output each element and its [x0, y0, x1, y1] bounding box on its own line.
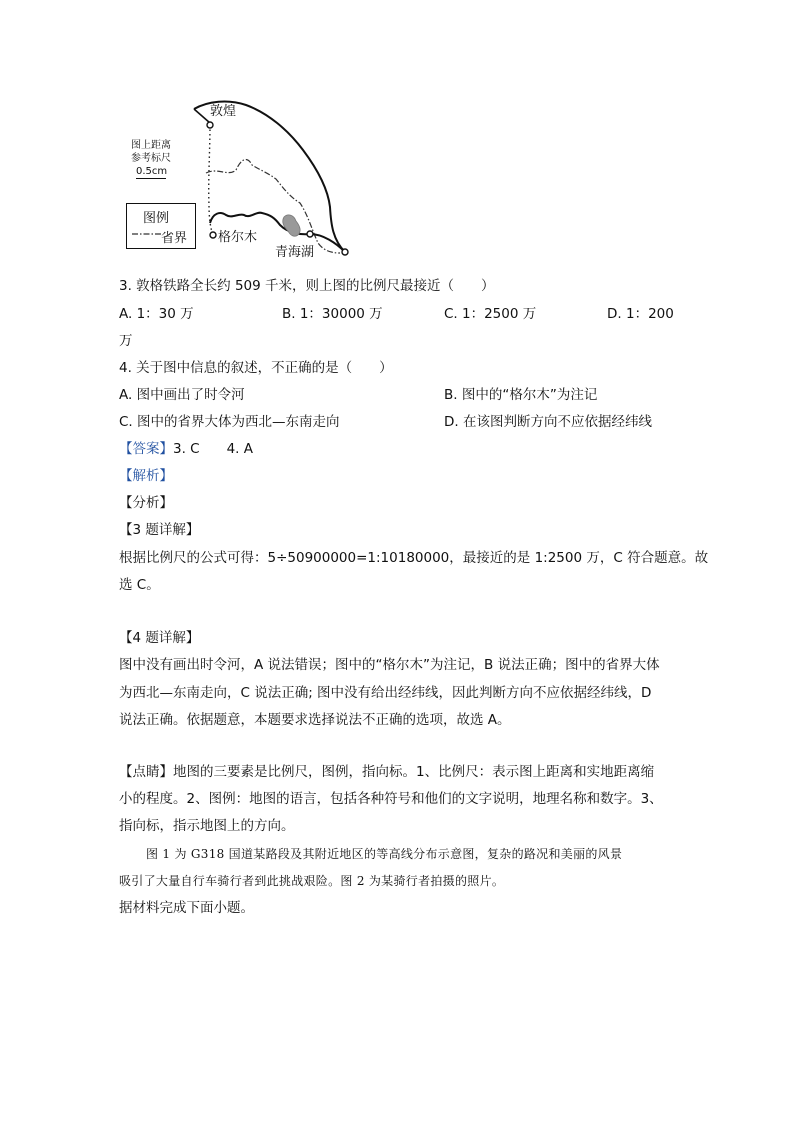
q4-option-a: A. 图中画出了时令河 — [119, 387, 245, 403]
legend-title: 图例 — [143, 211, 170, 226]
scale-label-line2: 参考标尺 — [131, 153, 171, 164]
dianjing-line2: 小的程度。2、图例：地图的语言，包括各种符号和他们的文字说明，地理名称和数字。3、 — [119, 791, 663, 807]
material-line2: 吸引了大量自行车骑行者到此挑战艰险。图 2 为某骑行者拍摄的照片。 — [119, 874, 505, 888]
q3-option-d-cont: 万 — [119, 333, 133, 349]
answer-value: 3. C 4. A — [173, 441, 254, 457]
q3-stem: 3. 敦格铁路全长约 509 千米，则上图的比例尺最接近（ ） — [119, 278, 495, 294]
q3-option-a: A. 1：30 万 — [119, 306, 194, 322]
station-node — [307, 231, 313, 237]
q4-detail-line3: 说法正确。依据题意，本题要求选择说法不正确的选项，故选 A。 — [119, 712, 511, 728]
boundary-tail-line — [194, 109, 210, 123]
dianjing-line1 — [119, 763, 654, 781]
dianjing-line3: 指向标，指示地图上的方向。 — [119, 818, 295, 834]
dianjing-label: 【点睛】 — [119, 764, 173, 780]
map-label-dunhuang: 敦煌 — [210, 104, 237, 119]
q3-detail-label: 【3 题详解】 — [119, 522, 200, 538]
q3-detail-line2: 选 C。 — [119, 577, 160, 593]
q3-option-d: D. 1：200 — [607, 306, 674, 322]
answer-line — [119, 440, 253, 458]
q3-option-c: C. 1：2500 万 — [444, 306, 537, 322]
legend-item-province: 省界 — [161, 231, 188, 246]
answer-label: 【答案】 — [119, 441, 173, 457]
q4-detail-line2: 为西北—东南走向，C 说法正确; 图中没有给出经纬线，因此判断方向不应依据经纬线，D — [119, 685, 652, 701]
dianjing-text1: 地图的三要素是比例尺，图例，指向标。1、比例尺：表示图上距离和实地距离缩 — [173, 764, 655, 780]
map-label-qinghai-lake: 青海湖 — [275, 245, 315, 260]
material-line1: 图 1 为 G318 国道某路段及其附近地区的等高线分布示意图，复杂的路况和美丽的风景 — [146, 847, 623, 861]
fenxi-label: 【分析】 — [119, 495, 173, 511]
q4-stem: 4. 关于图中信息的叙述，不正确的是（ ） — [119, 360, 393, 376]
q4-detail-line1: 图中没有画出时令河，A 说法错误；图中的“格尔木”为注记，B 说法正确；图中的省界大体 — [119, 657, 660, 673]
q4-option-d: D. 在该图判断方向不应依据经纬线 — [444, 414, 652, 430]
golmud-node — [210, 232, 216, 238]
material-line3: 据材料完成下面小题。 — [119, 900, 254, 916]
dunhuang-node — [207, 122, 213, 128]
scale-label-line1: 图上距离 — [131, 140, 171, 151]
map-label-golmud: 格尔木 — [218, 230, 258, 245]
q4-detail-label: 【4 题详解】 — [119, 630, 200, 646]
outer-boundary-line — [194, 102, 345, 252]
scale-bar — [136, 178, 166, 179]
analysis-label: 【解析】 — [119, 468, 173, 484]
legend-province-line-symbol — [132, 231, 162, 237]
q3-detail-line1: 根据比例尺的公式可得：5÷50900000=1:10180000，最接近的是 1:2500 万，C 符合题意。故 — [119, 550, 709, 566]
q4-option-b: B. 图中的“格尔木”为注记 — [444, 387, 598, 403]
q3-option-b: B. 1：30000 万 — [282, 306, 383, 322]
lake-shape — [283, 215, 300, 236]
endpoint-node — [342, 249, 348, 255]
q4-option-c: C. 图中的省界大体为西北—东南走向 — [119, 414, 340, 430]
scale-value: 0.5cm — [136, 166, 168, 177]
